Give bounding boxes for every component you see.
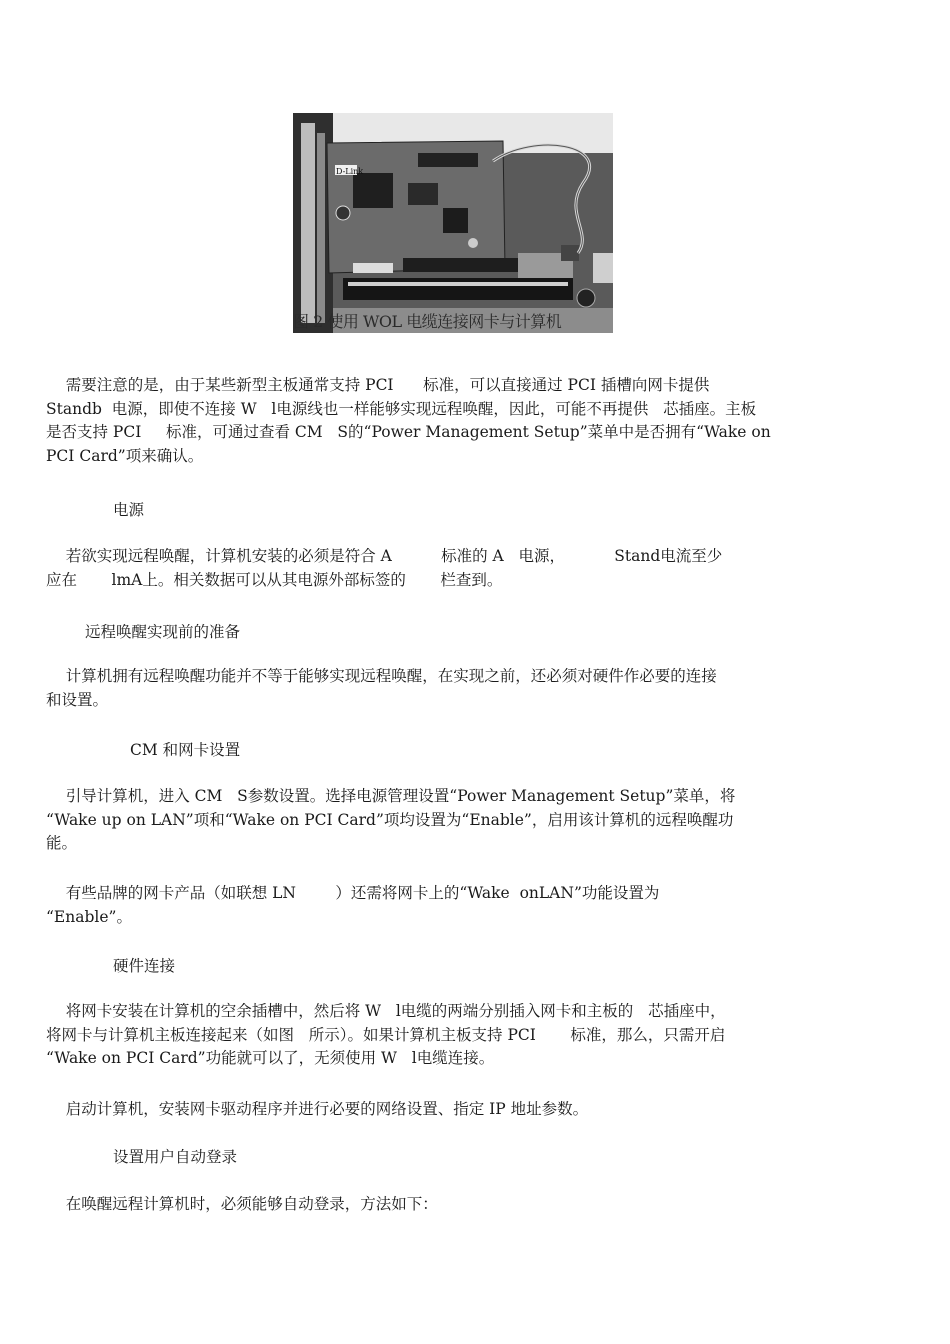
paragraph-pci-standby — [46, 374, 904, 468]
section-heading-power: 电源 — [113, 501, 145, 519]
text-line: Standb 电源，即使不连接 W l电源线也一样能够实现远程唤醒，因此，可能不再提供 芯插座。主板 — [46, 399, 757, 418]
paragraph-cmos-setup — [46, 785, 904, 856]
text-line: 若欲实现远程唤醒，计算机安装的必须是符合 A 标准的 A 电源， Stand电流至少 — [46, 547, 723, 565]
text-line: 启动计算机，安装网卡驱动程序并进行必要的网络设置、指定 IP 地址参数。 — [46, 1100, 589, 1118]
text-line: 和设置。 — [46, 690, 109, 709]
paragraph-driver-install — [46, 1098, 904, 1122]
text-line: “Enable”。 — [46, 907, 132, 926]
text-line: 需要注意的是，由于某些新型主板通常支持 PCI 标准，可以直接通过 PCI 插槽向网卡提供 — [46, 376, 710, 394]
paragraph-preparation — [46, 665, 904, 712]
paragraph-auto-login — [46, 1193, 904, 1217]
photo-illustration — [293, 113, 613, 333]
paragraph-nic-setting — [46, 882, 904, 929]
text-line: 将网卡安装在计算机的空余插槽中，然后将 W l电缆的两端分别插入网卡和主板的 芯插座中， — [46, 1002, 726, 1020]
section-heading-cmos: CM 和网卡设置 — [130, 741, 241, 759]
section-heading-hardware: 硬件连接 — [113, 957, 176, 975]
text-line: “Wake on PCI Card”功能就可以了，无须使用 W l电缆连接。 — [46, 1049, 495, 1067]
text-line: 能。 — [46, 834, 78, 852]
text-line: “Wake up on LAN”项和“Wake on PCI Card”项均设置为“Enable”，启用该计算机的远程唤醒功 — [46, 810, 734, 829]
text-line: 是否支持 PCI 标准，可通过查看 CM S的“Power Management Setup”菜单中是否拥有“Wake on — [46, 423, 771, 441]
card-brand-label: D-Link — [336, 167, 364, 176]
text-line: 有些品牌的网卡产品（如联想 LN ）还需将网卡上的“Wake onLAN”功能设置为 — [46, 884, 660, 902]
paragraph-hardware-connection — [46, 1000, 904, 1071]
section-heading-auto-login: 设置用户自动登录 — [113, 1148, 238, 1166]
text-line: 应在 lmA上。相关数据可以从其电源外部标签的 栏查到。 — [46, 570, 503, 589]
text-line: 在唤醒远程计算机时，必须能够自动登录，方法如下： — [46, 1195, 438, 1213]
section-heading-preparation: 远程唤醒实现前的准备 — [85, 623, 241, 641]
text-line: 计算机拥有远程唤醒功能并不等于能够实现远程唤醒，在实现之前，还必须对硬件作必要的连接 — [46, 667, 717, 685]
nic-card-wol-cable-photo — [293, 113, 613, 333]
text-line: PCI Card”项来确认。 — [46, 446, 204, 465]
paragraph-power-supply — [46, 545, 904, 592]
text-line: 将网卡与计算机主板连接起来（如图 所示）。如果计算机主板支持 PCI 标准，那么，只需开启 — [46, 1025, 726, 1044]
text-line: 引导计算机，进入 CM S参数设置。选择电源管理设置“Power Management Setup”菜单，将 — [46, 787, 736, 805]
figure-caption: 图 2 使用 WOL 电缆连接网卡与计算机 — [293, 312, 562, 331]
